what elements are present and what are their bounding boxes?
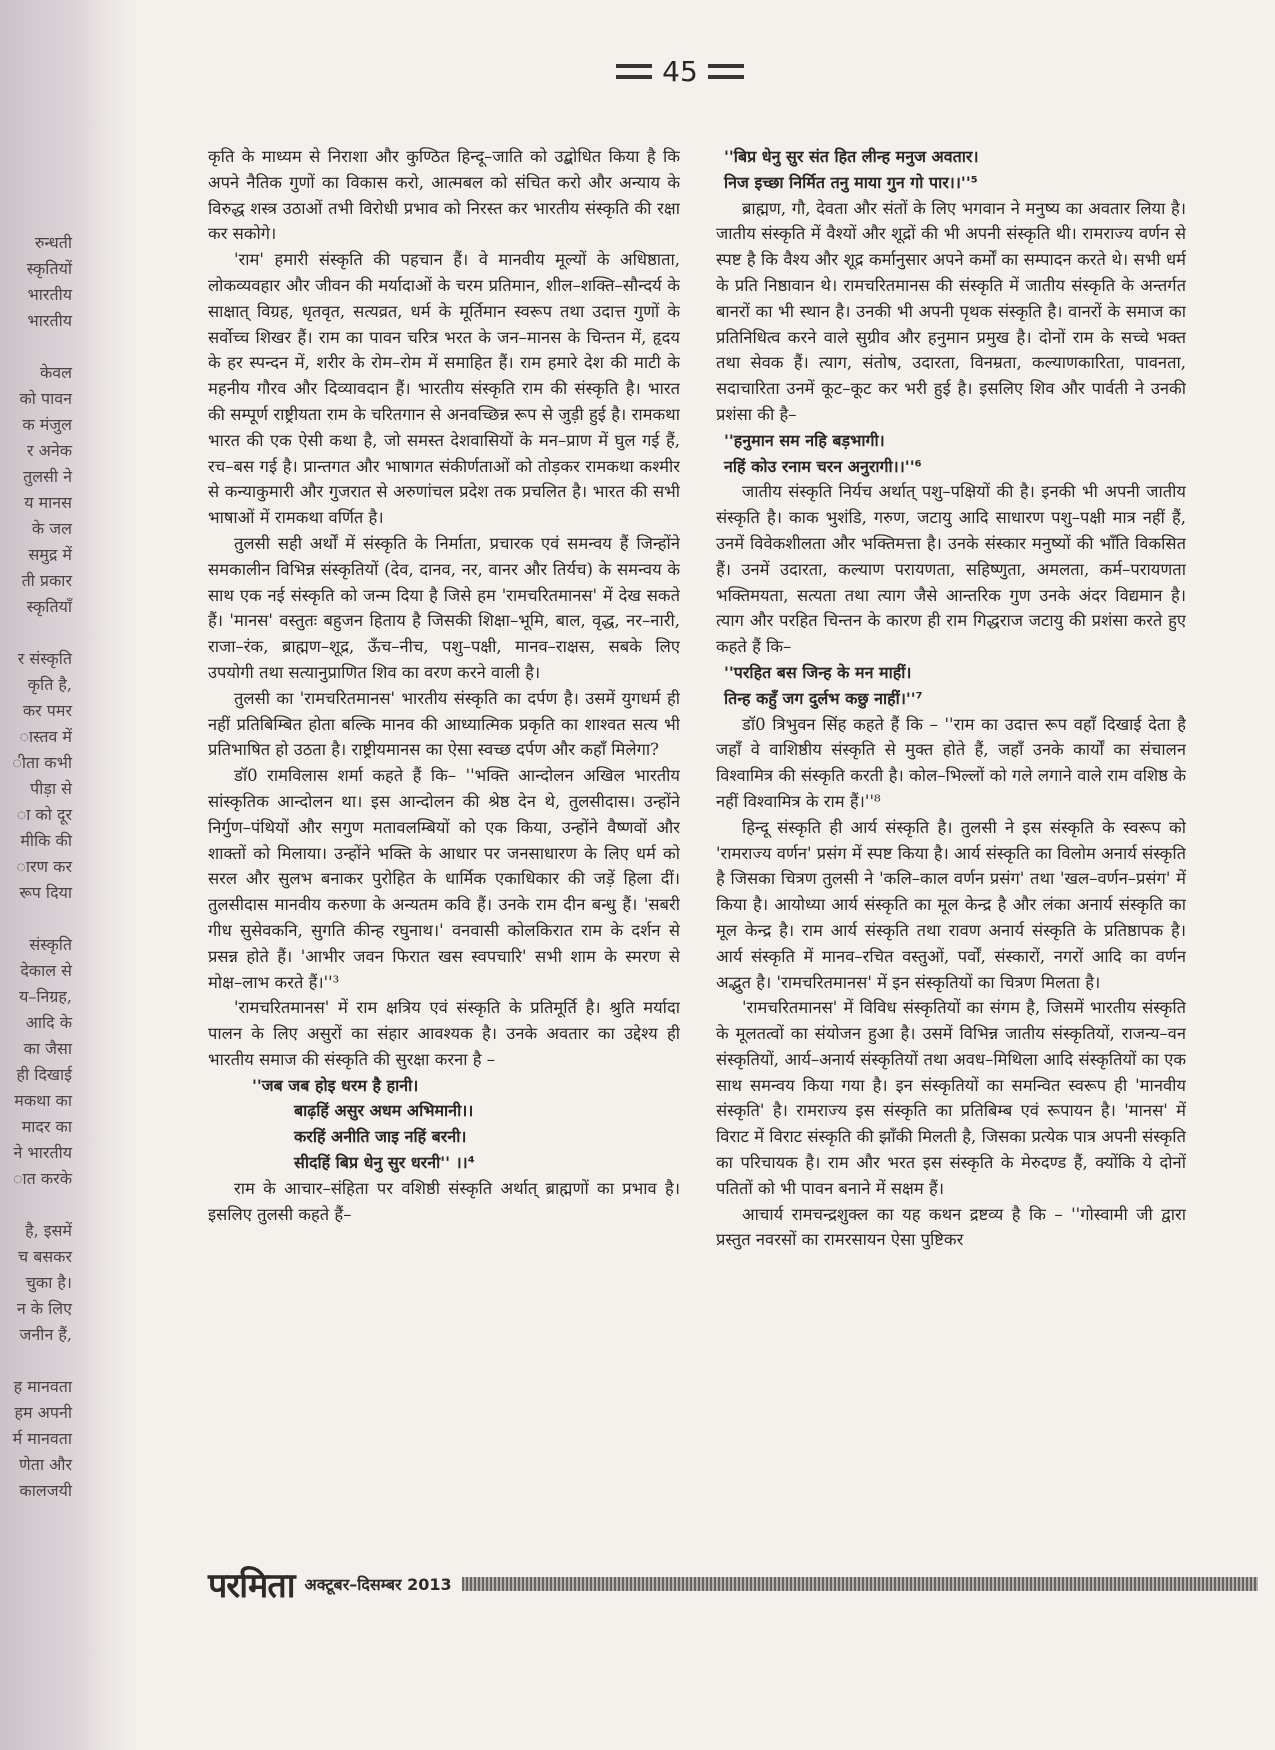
verse-line: ''हनुमान सम नहि बड़भागी। — [724, 430, 885, 450]
ornament-left-bars — [616, 64, 652, 79]
paragraph: ब्राह्मण, गौ, देवता और संतों के लिए भगवान ने मनुष्य का अवतार लिया है। जातीय संस्कृति में वैश्यों और शूद्रों की भी अपनी संस्कृति थी। रामराज्य वर्णन से स्पष्ट है कि वैश्य और शूद्र कर्मानुसार अपने कर्मों का सम्पादन करते थे। सभी धर्म के प्रति निष्ठावान थे। रामचरितमानस की संस्कृति में जातीय संस्कृति के अन्तर्गत बानरों का भी स्थान है। उनकी भी अपनी पृथक संस्कृति है। वानरों के समाज का प्रतिनिधित्व करने वाले सुग्रीव और हनुमान प्रमुख है। दोनों राम के सच्चे भक्त तथा सेवक हैं। त्याग, संतोष, उदारता, विनम्रता, कल्याणकारिता, पावनता, सदाचारिता उनमें कूट–कूट कर भरी हुई है। इसलिए शिव और पार्वती ने उनकी प्रशंसा की है– — [716, 198, 1186, 424]
previous-page-line: है, इसमें — [25, 1221, 72, 1240]
previous-page-line: ास्तव में — [19, 727, 72, 746]
previous-page-line: तुलसी ने — [23, 467, 72, 486]
previous-page-line: ा को दूर — [16, 805, 72, 824]
verse-line: ''जब जब होइ धरम है हानी। — [252, 1075, 419, 1095]
previous-page-line: णेता और — [19, 1455, 72, 1474]
issue-date: अक्टूबर–दिसम्बर 2013 — [304, 1575, 452, 1594]
previous-page-line: समुद्र में — [28, 545, 72, 564]
previous-page-line: केवल — [39, 363, 72, 382]
magazine-title: परमिता — [208, 1566, 295, 1606]
page-footer — [208, 1562, 1258, 1606]
previous-page-line: ने भारतीय — [13, 1143, 72, 1162]
previous-page-line: को पावन — [19, 389, 72, 408]
previous-page-line: मकथा का — [14, 1091, 72, 1110]
previous-page-line — [0, 334, 76, 360]
previous-page-line: स्कृतियाँ — [26, 597, 72, 616]
paragraph: तुलसी का 'रामचरितमानस' भारतीय संस्कृति का दर्पण है। उसमें युगधर्म ही नहीं प्रतिबिम्बित होता बल्कि मानव की आध्यात्मिक प्रकृति का शाश्वत सत्य भी प्रतिभाषित हो उठता है। राष्ट्रीयमानस का ऐसा स्वच्छ दर्पण और कहाँ मिलेगा? — [208, 688, 680, 760]
previous-page-line: मीकि की — [20, 831, 72, 850]
previous-page-line: रुन्धती — [34, 233, 72, 252]
paragraph: कृति के माध्यम से निराशा और कुण्ठित हिन्दू–जाति को उद्बोधित किया है कि अपने नैतिक गुणों का विकास करो, आत्मबल को संचित करो और अन्याय के विरुद्ध शस्त्र उठाओं तभी विरोधी प्रभाव को निरस्त कर भारतीय संस्कृति की रक्षा कर सकोगे। — [208, 147, 680, 244]
paragraph: राम के आचार–संहिता पर वशिष्ठी संस्कृति अर्थात् ब्राह्मणों का प्रभाव है। इसलिए तुलसी कहते हैं– — [208, 1178, 680, 1224]
paragraph: तुलसी सही अर्थों में संस्कृति के निर्माता, प्रचारक एवं समन्वय हैं जिन्होंने समकालीन विभिन्न संस्कृतियों (देव, दानव, नर, वानर और तिर्यच) के समन्वय के साथ एक नई संस्कृति को जन्म दिया है जिसे हम 'रामचरितमानस' में देख सकते हैं। 'मानस' वस्तुतः बहुजन हिताय है जिसकी शिक्षा–भूमि, बाल, वृद्ध, नर–नारी, राजा–रंक, ब्राह्मण–शूद्र, ऊँच–नीच, पशु–पक्षी, मानव–राक्षस, सबके लिए उपयोगी तथा सत्यानुप्राणित शिव का वरण करने वाली है। — [208, 533, 680, 682]
previous-page-line: ही दिखाई — [16, 1065, 72, 1084]
previous-page-line: ीता कभी — [12, 753, 72, 772]
previous-page-line: का जैसा — [23, 1039, 72, 1058]
previous-page-line: च बसकर — [17, 1247, 72, 1266]
previous-page-line: ह मानवता — [13, 1377, 72, 1396]
previous-page-line: देकाल से — [20, 961, 72, 980]
verse-line: निज इच्छा निर्मित तनु माया गुन गो पार।।''⁵ — [724, 172, 978, 192]
verse-line: बाढ़हिं असुर अधम अभिमानी।। — [294, 1101, 474, 1121]
verse-line: सीदहिं बिप्र धेनु सुर धरनी'' ।।⁴ — [294, 1153, 475, 1173]
paragraph: डॉ0 त्रिभुवन सिंह कहते हैं कि – ''राम का उदात्त रूप वहाँ दिखाई देता है जहाँ वे वाशिष्ठीय संस्कृति से मुक्त होते हैं, जहाँ उनके कार्यों का संचालन विश्वामित्र की संस्कृति करती है। कोल–भिल्लों को गले लगाने वाले राम वशिष्ठ के नहीं विश्वामित्र के राम हैं।''⁸ — [716, 714, 1186, 811]
previous-page-line: क मंजुल — [22, 415, 72, 434]
ornament-right-bars — [708, 64, 744, 79]
previous-page-line: ारण कर — [16, 857, 72, 876]
page-number-ornament — [610, 46, 750, 96]
previous-page-line: ती प्रकार — [21, 571, 72, 590]
previous-page-line — [0, 620, 76, 646]
previous-page-line — [0, 1192, 76, 1218]
verse-line: नहिं कोउ रनाम चरन अनुरागी।।''⁶ — [724, 456, 922, 476]
paragraph: हिन्दू संस्कृति ही आर्य संस्कृति है। तुलसी ने इस संस्कृति के स्वरूप को 'रामराज्य वर्णन' प्रसंग में स्पष्ट किया है। आर्य संस्कृति का विलोम अनार्य संस्कृति है जिसका चित्रण तुलसी ने 'कलि–काल वर्णन प्रसंग' तथा 'खल–वर्णन–प्रसंग' में किया है। आयोध्या आर्य संस्कृति का मूल केन्द्र है और लंका अनार्य संस्कृति का मूल केन्द्र है। राम आर्य संस्कृति तथा रावण अनार्य संस्कृति के प्रतिष्ठापक है। आर्य संस्कृति में मानव–रचित वस्तुओं, पर्वों, संस्कारों, नगरों आदि का वर्णन अद्भुत है। 'रामचरितमानस' में इन संस्कृतियों का चित्रण मिलता है। — [716, 817, 1186, 992]
previous-page-line: न के लिए — [16, 1299, 72, 1318]
previous-page-line: य मानस — [24, 493, 72, 512]
previous-page-line: भारतीय — [27, 285, 72, 304]
previous-page-line — [0, 1348, 76, 1374]
paragraph: 'रामचरितमानस' में विविध संस्कृतियों का संगम है, जिसमें भारतीय संस्कृति के मूलतत्वों का संयोजन हुआ है। उसमें विभिन्न जातीय संस्कृतियों, राजन्य–वन संस्कृतियों, आर्य–अनार्य संस्कृतियों तथा अवध–मिथिला आदि संस्कृतियों का एक साथ समन्वय किया गया है। इन संस्कृतियों का समन्वित स्वरूप ही 'मानवीय संस्कृति' है। रामराज्य इस संस्कृति का प्रतिबिम्ब एवं रूपायन है। 'मानस' में विराट में विराट संस्कृति की झाँकी मिलती है, जिसका प्रत्येक पात्र अपनी संस्कृति का परिचायक है। राम और भरत इस संस्कृति के मेरुदण्ड हैं, क्योंकि ये दोनों पतितों को भी पावन बनाने में सक्षम हैं। — [716, 998, 1186, 1198]
previous-page-line: कृति है, — [27, 675, 72, 694]
paragraph: डॉ0 रामविलास शर्मा कहते हैं कि– ''भक्ति आन्दोलन अखिल भारतीय सांस्कृतिक आन्दोलन था। इस आन्दोलन की श्रेष्ठ देन थे, तुलसीदास। उन्होंने निर्गुण–पंथियों और सगुण मतावलम्बियों को एक किया, उन्होंने वैष्णवों और शाक्तों को मिलाया। उन्होंने भक्ति के आधार पर जनसाधारण के लिए धर्म को सरल और सुलभ बनाकर पुरोहित के धार्मिक एकाधिकार की जड़ें हिला दीं। तुलसीदास मानवीय करुणा के अन्यतम कवि हैं। उनके राम दीन बन्धु हैं। 'सबरी गीध सुसेवकनि, सुगति कीन्ह रघुनाथ।' वनवासी कोलकिरात राम के दर्शन से प्रसन्न होते हैं। 'आभीर जवन फिरात खस स्वपचारि' सभी शाम के स्मरण से मोक्ष–लाभ करते हैं।''³ — [208, 766, 680, 992]
previous-page-fragment — [0, 230, 76, 1530]
previous-page-line: कर पमर — [22, 701, 72, 720]
previous-page-line: आदि के — [25, 1013, 72, 1032]
previous-page-line: संस्कृति — [29, 935, 72, 954]
previous-page-line: र संस्कृति — [17, 649, 72, 668]
right-text-column — [716, 144, 1186, 1544]
previous-page-line: य–निग्रह, — [19, 987, 72, 1006]
verse-line: करहिं अनीति जाइ नहिं बरनी। — [294, 1127, 467, 1147]
previous-page-line: के जल — [31, 519, 72, 538]
previous-page-line: ात करके — [13, 1169, 72, 1188]
verse-line: ''बिप्र धेनु सुर संत हित लीन्ह मनुज अवतार। — [724, 147, 979, 166]
previous-page-line: कालजयी — [19, 1481, 72, 1500]
previous-page-line: स्कृतियों — [26, 259, 72, 278]
verse-line: ''परहित बस जिन्ह के मन माहीं। — [724, 662, 912, 682]
previous-page-line: मादर का — [21, 1117, 72, 1136]
page-number: 45 — [662, 54, 698, 88]
paragraph: 'राम' हमारी संस्कृति की पहचान हैं। वे मानवीय मूल्यों के अधिष्ठाता, लोकव्यवहार और जीवन की मर्यादाओं के चरम प्रतिमान, शील–शक्ति–सौन्दर्य के साक्षात् विग्रह, धृतवृत, सत्यव्रत, धर्म के मूर्तिमान स्वरूप तथा उदात्त गुणों के सर्वोच्च शिखर हैं। राम का पावन चरित्र भरत के जन–मानस के चिन्तन में, हृदय के हर स्पन्दन में, शरीर के रोम–रोम में समाहित हैं। राम हमारे देश की माटी के महनीय गौरव और दिव्यावदान हैं। भारतीय संस्कृति राम की संस्कृति है। भारत की सम्पूर्ण राष्ट्रीयता राम के चरितगान से अनवच्छिन्न रूप से जुड़ी हुई है। रामकथा भारत की एक ऐसी कथा है, जो समस्त देशवासियों के मन–प्राण में घुल गई हैं, रच–बस गई है। प्रान्तगत और भाषागत संकीर्णताओं को तोड़कर रामकथा कश्मीर से कन्याकुमारी और गुजरात से अरुणांचल प्रदेश तक प्रचलित है। भारत की सभी भाषाओं में रामकथा वर्णित है। — [208, 250, 680, 528]
previous-page-line: र अनेक — [26, 441, 72, 460]
footer-rule — [462, 1577, 1258, 1591]
previous-page-line: जनीन हैं, — [19, 1325, 72, 1344]
paragraph: 'रामचरितमानस' में राम क्षत्रिय एवं संस्कृति के प्रतिमूर्ति है। श्रुति मर्यादा पालन के लिए असुरों का संहार आवश्यक है। उनके अवतार का उद्देश्य ही भारतीय समाज की संस्कृति की सुरक्षा करना है – — [208, 998, 680, 1069]
previous-page-line: चुका है। — [25, 1273, 72, 1292]
previous-page-line: रूप दिया — [19, 883, 72, 902]
paragraph: जातीय संस्कृति निर्यच अर्थात् पशु–पक्षियों की है। इनकी भी अपनी जातीय संस्कृति है। काक भुशंडि, गरुण, जटायु आदि साधारण पशु–पक्षी मात्र नहीं हैं, उनमें विवेकशीलता और भक्तिमत्ता है। उनके संस्कार मनुष्यों की भाँति विकसित हैं। उनमें उदारता, कल्याण परायणता, सहिष्णुता, अमलता, कर्म–परायणता भक्तिमयता, सत्यता तथा त्याग जैसे आन्तरिक गुण उनके अंदर विद्यमान है। त्याग और परहित चिन्तन के कारण ही राम गिद्धराज जटायु की प्रशंसा करते हुए कहते हैं कि– — [716, 482, 1186, 657]
paragraph: आचार्य रामचन्द्रशुक्ल का यह कथन द्रष्टव्य है कि – ''गोस्वामी जी द्वारा प्रस्तुत नवरसों का रामरसायन ऐसा पुष्टिकर — [716, 1204, 1186, 1250]
previous-page-line: पीड़ा से — [30, 779, 72, 798]
previous-page-line: भारतीय — [27, 311, 72, 330]
verse-line: तिन्ह कहुँ जग दुर्लभ कछु नाहीं।''⁷ — [724, 688, 923, 708]
previous-page-line: हम अपनी — [14, 1403, 72, 1422]
previous-page-line: र्म मानवता — [12, 1429, 72, 1448]
left-text-column — [208, 144, 680, 1544]
previous-page-line — [0, 906, 76, 932]
